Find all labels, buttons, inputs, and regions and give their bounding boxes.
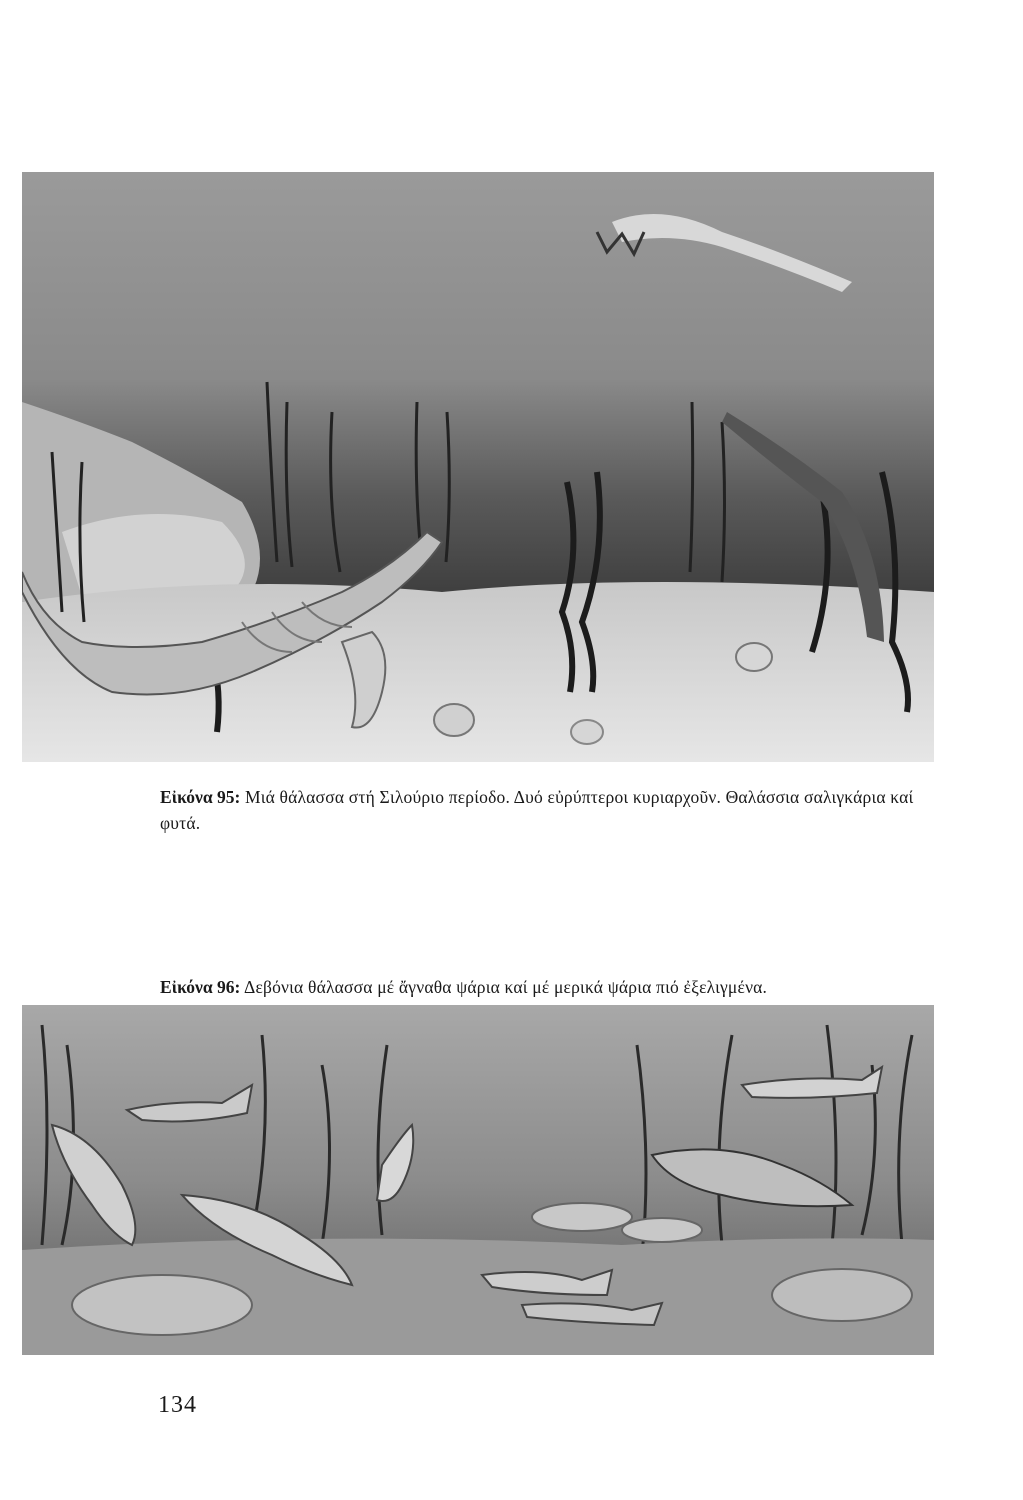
- figure-96-photo: [22, 1005, 934, 1355]
- figure-95-label: Εἰκόνα 95:: [160, 787, 241, 807]
- figure-95-photo: [22, 172, 934, 762]
- page-number: 134: [158, 1392, 197, 1418]
- figure-96-caption-text: Δεβόνια θάλασσα μέ ἄγναθα ψάρια καί μέ μερικά ψάρια πιό ἐξελιγμένα.: [243, 977, 768, 997]
- figure-95-caption-text: Μιά θάλασσα στή Σιλούριο περίοδο. Δυό εὐρύπτεροι κυριαρχοῦν. Θαλάσσια σαλιγκάρια καί φυτά.: [160, 787, 914, 833]
- figure-96-label: Εἰκόνα 96:: [160, 977, 241, 997]
- figure-95-caption: [160, 784, 940, 836]
- figure-96-caption: [160, 974, 940, 1000]
